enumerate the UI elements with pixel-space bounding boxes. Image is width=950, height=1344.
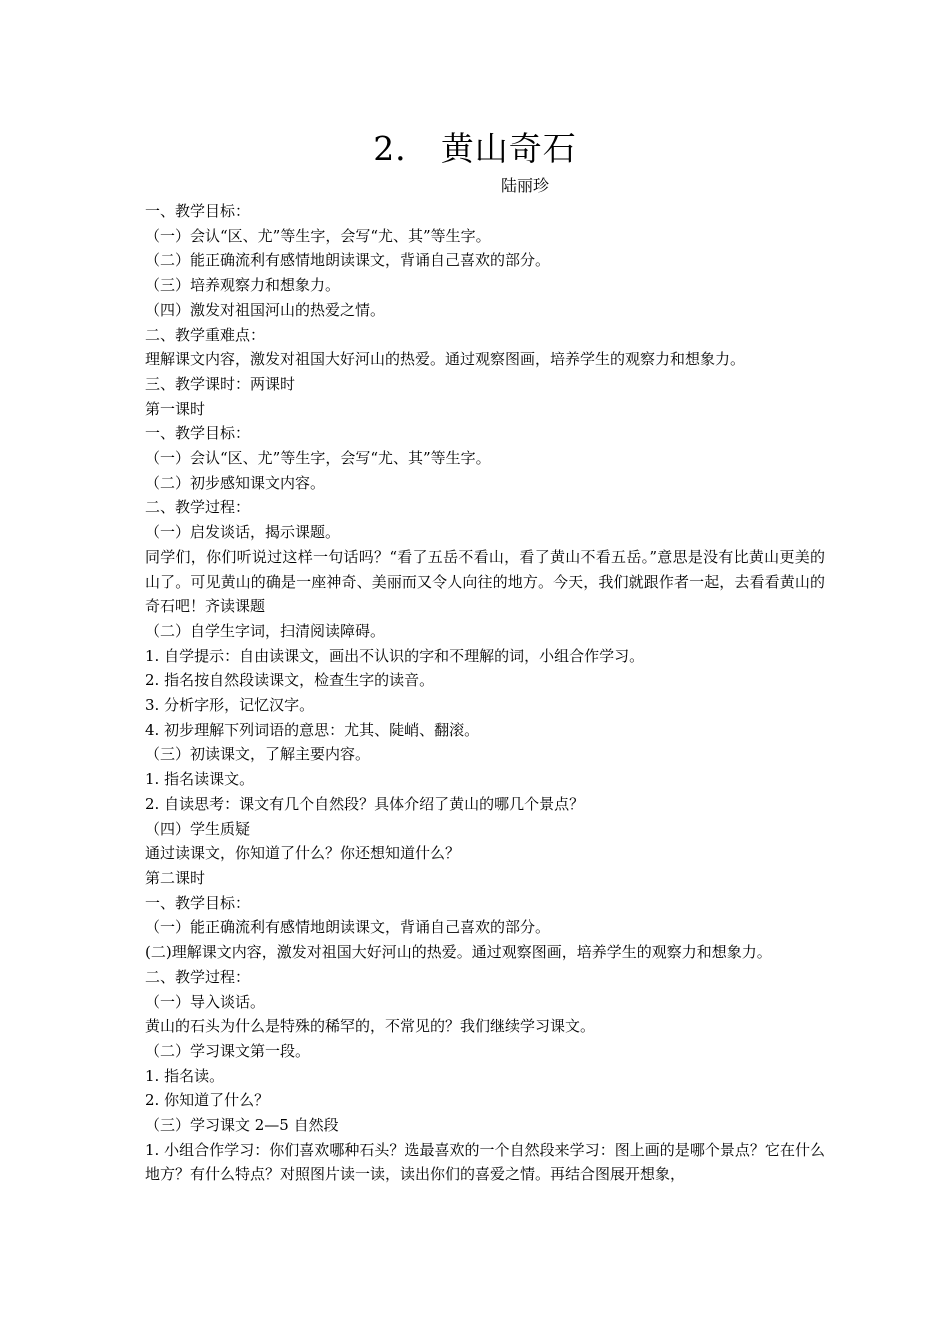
paragraph-line: 2. 指名按自然段读课文，检查生字的读音。 xyxy=(145,671,435,690)
paragraph-line: （三）培养观察力和想象力。 xyxy=(145,276,341,295)
paragraph-line: （三）初读课文，了解主要内容。 xyxy=(145,745,371,764)
paragraph-text: (二)理解课文内容，激发对祖国大好河山的热爱。通过观察图画，培养学生的观察力和想象力。 xyxy=(145,943,772,962)
paragraph-line: （二）自学生字词，扫清阅读障碍。 xyxy=(145,621,386,640)
paragraph-text: 1. 小组合作学习：你们喜欢哪种石头？选最喜欢的一个自然段来学习：图上画的是哪个景点？它在什么地方？有什么特点？对照图片读一读，读出你们的喜爱之情。再结合图展开想象， xyxy=(145,1140,825,1184)
section-heading: 一、教学目标： xyxy=(145,893,251,912)
paragraph-line: 4. 初步理解下列词语的意思：尤其、陡峭、翻滚。 xyxy=(145,720,480,739)
section-heading: 二、教学过程： xyxy=(145,967,251,986)
paragraph-line: 1. 指名读课文。 xyxy=(145,770,255,789)
paragraph-line: （一）启发谈话，揭示课题。 xyxy=(145,523,341,542)
section-heading: 二、教学过程： xyxy=(145,498,251,517)
section-heading: 一、教学目标： xyxy=(145,424,251,443)
paragraph-line: 理解课文内容，激发对祖国大好河山的热爱。通过观察图画，培养学生的观察力和想象力。 xyxy=(145,350,746,369)
paragraph-line: （一）能正确流利有感情地朗读课文，背诵自己喜欢的部分。 xyxy=(145,918,551,937)
lesson-heading: 第二课时 xyxy=(145,868,206,887)
lesson-heading: 第一课时 xyxy=(145,399,206,418)
paragraph-line: （四）激发对祖国河山的热爱之情。 xyxy=(145,300,386,319)
paragraph-line: 1. 指名读。 xyxy=(145,1066,225,1085)
paragraph-line: （一）导入谈话。 xyxy=(145,992,266,1011)
paragraph-line: （二）学习课文第一段。 xyxy=(145,1041,311,1060)
paragraph-line: 1. 自学提示：自由读课文，画出不认识的字和不理解的词，小组合作学习。 xyxy=(145,646,645,665)
paragraph-line: 通过读课文，你知道了什么？你还想知道什么？ xyxy=(145,844,461,863)
document-author: 陆丽珍 xyxy=(501,176,550,195)
paragraph-line: （三）学习课文 2—5 自然段 xyxy=(145,1116,339,1135)
paragraph-line: 2. 自读思考：课文有几个自然段？具体介绍了黄山的哪几个景点？ xyxy=(145,794,585,813)
paragraph-line: 3. 分析字形，记忆汉字。 xyxy=(145,696,315,715)
paragraph-line: 黄山的石头为什么是特殊的稀罕的，不常见的？我们继续学习课文。 xyxy=(145,1017,596,1036)
paragraph-line: （二）能正确流利有感情地朗读课文，背诵自己喜欢的部分。 xyxy=(145,251,551,270)
paragraph-line: （一）会认“区、尤”等生字，会写“尤、其”等生字。 xyxy=(145,449,491,468)
paragraph-line: （四）学生质疑 xyxy=(145,819,251,838)
paragraph-line: （一）会认“区、尤”等生字，会写“尤、其”等生字。 xyxy=(145,226,491,245)
paragraph-text: 同学们，你们听说过这样一句话吗？“看了五岳不看山，看了黄山不看五岳。”意思是没有比黄山更美的山了。可见黄山的确是一座神奇、美丽而又令人向往的地方。今天，我们就跟作者一起，去看看黄山的奇石吧！齐读课题 xyxy=(145,547,825,616)
document-title: 2． 黄山奇石 xyxy=(373,129,577,168)
section-heading: 一、教学目标： xyxy=(145,202,251,220)
section-heading: 三、教学课时：两课时 xyxy=(145,374,296,393)
section-heading: 二、教学重难点： xyxy=(145,325,266,344)
paragraph-line: （二）初步感知课文内容。 xyxy=(145,473,326,492)
document-body xyxy=(145,199,825,1187)
paragraph-line: 2. 你知道了什么？ xyxy=(145,1091,270,1110)
